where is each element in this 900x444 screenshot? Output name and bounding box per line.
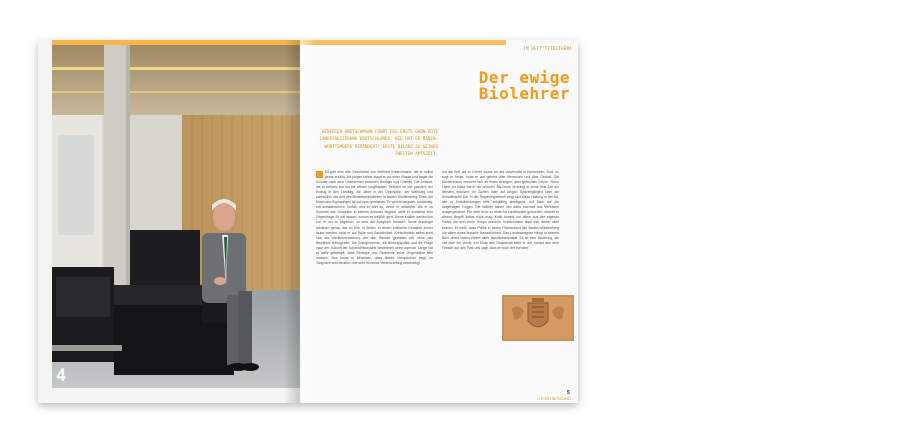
right-page: [300, 40, 578, 403]
continuation-label: FORTSETZUNG: [540, 396, 571, 401]
state-coat-of-arms-seal-icon: [502, 295, 574, 341]
body-text-col2: um die Zeit, als er Lehrer wurde an der Universität in Hohenheim. Dort, so sagt er heute, habe er viel gelernt über Menschen und über Geduld. Die Studierenden erinnern sich an einen strengen, aber gerechten Lehrer. Seine Liebe zur Natur hat er nie verloren. Bis heute verbringt er seine freie Zeit am liebsten draußen, im Garten oder auf langen Spaziergängen über die Schwäbische Alb. In der Regierungsarbeit zeigt sich diese Haltung in der Art, wie er Entscheidungen trifft: sorgfältig abwägend, mit Blick auf die langfristigen Folgen. Die Wähler haben ihm dafür zweimal das Vertrauen ausgesprochen. Für viele ist er zu einer Art Landesvater geworden, obwohl er diesen Begriff selbst nicht mag. Kritik kommt vor allem aus der eigenen Partei, die sich mehr Tempo wünscht. Kretschmann lässt sich davon nicht beirren. Er weiß, dass Politik in einem Flächenland wie Baden-Württemberg vor allem eines braucht: Beharrlichkeit. Das Landeswappen hängt in seinem Büro direkt neben einem alten Naturkundeplakat. Es ist eine Mischung, die viel über ihn verrät. Am Ende des Gesprächs steht er auf, schaut aus dem Fenster auf den Park und sagt, dass er noch viel vorhabe.: [442, 170, 559, 250]
body-column-2: [442, 170, 559, 386]
top-accent-bar-right: [300, 40, 506, 45]
headline-line-2: Biolehrer: [478, 84, 570, 103]
drop-cap-marker: [316, 171, 323, 178]
body-column-1: [316, 170, 433, 386]
magazine-spread: [38, 40, 578, 403]
end-of-article-chevrons-icon: ›› FORTSETZUNG: [537, 396, 571, 401]
body-text-col1: Es gibt eine alte Geschichte von Winfried Kretschmann, die er selbst gerne erzählt. Als junger Lehrer stand er vor einer Klasse und fragte die Schüler nach dem Unterschied zwischen Biologie und Chemie. Die Antwort, die er bekam, hat ihn nie wieder losgelassen. Seitdem ist viel passiert: der Einzug in den Landtag, die Jahre in der Opposition, der Wahlsieg und schließlich das Amt des Ministerpräsidenten in Baden-Württemberg. Doch der Mann aus Sigmaringen ist sich treu geblieben. Er spricht langsam, bedächtig, mit schwäbischem Tonfall, und er hört zu, bevor er antwortet. Als er im Sommer das Gespräch in seinem Amtssitz beginnt, stellt er zunächst eine Gegenfrage. Er will wissen, worum es wirklich geht. Seine Kritiker werfen ihm vor, er sei zu zögerlich, zu sehr auf Ausgleich bedacht. Seine Anhänger schätzen genau das an ihm. In Zeiten, in denen politische Debatten immer lauter werden, setzt er auf Ruhe und Sachlichkeit. Kretschmann selbst sieht sich als Wertkonservativen, der den Wandel gestalten will, ohne das Bewährte aufzugeben. Die Energiewende, die Bildungspolitik und die Frage nach der Zukunft der Automobilindustrie bestimmen seine Agenda. Lange hat er dafür gekämpft, dass Ökologie und Ökonomie keine Gegensätze sein müssen. Nun muss er beweisen, dass dieses Versprechen trägt. Im Gespräch wird deutlich, wie sehr ihn diese Verantwortung beschäftigt.: [316, 170, 433, 265]
portrait-photo: [52, 45, 300, 388]
article-headline: [400, 70, 570, 102]
page-number-left: 4: [56, 366, 67, 386]
page-number-right: 5: [567, 390, 570, 396]
article-lead: WINFRIED KRETSCHMANN FÜHRT DIE ERSTE GRÜN-ROTE LANDESREGIERUNG DEUTSCHLANDS. WIE HAT ER BADEN-WÜRTTEMBERG VERÄNDERT? ERSTE BILANZ ZU SEINER ZWEITEN AMTSZEIT.: [319, 129, 438, 157]
section-tag: IM HEFT TITELTHEMA: [523, 46, 572, 51]
left-page: [38, 40, 300, 403]
headline-line-1: Der ewige: [478, 68, 570, 87]
